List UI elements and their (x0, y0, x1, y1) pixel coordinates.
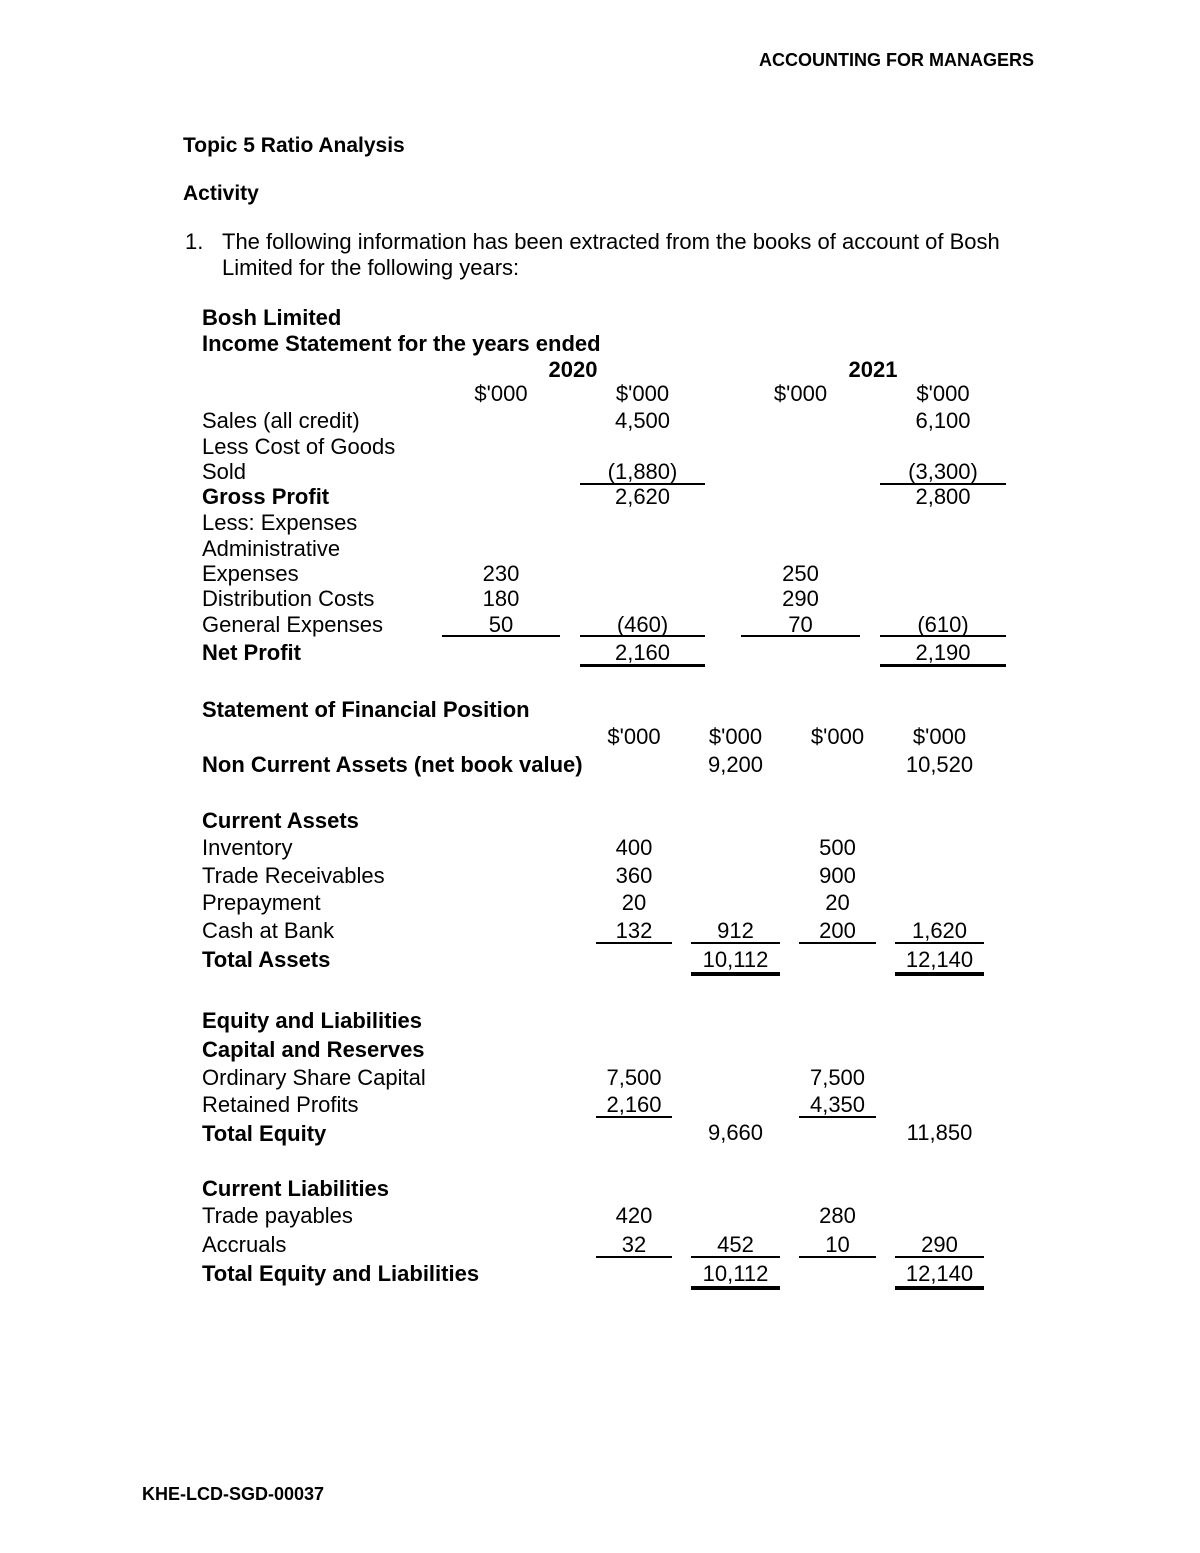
value-net-profit-2021: 2,190 (915, 640, 971, 665)
value-current-liabilities-2020: 452 (717, 1232, 754, 1257)
value-payables-2021: 280 (819, 1203, 856, 1228)
value-share-capital-2020: 7,500 (606, 1065, 662, 1090)
value-total-expenses-2020: (460) (616, 612, 669, 637)
value-prepayment-2020: 20 (621, 890, 647, 915)
row-label-general: General Expenses (202, 612, 383, 637)
value-sales-2021: 6,100 (915, 408, 971, 433)
value-gross-profit-2021: 2,800 (915, 484, 971, 509)
unit-header: $'000 (773, 381, 828, 406)
row-label-receivables: Trade Receivables (202, 863, 385, 888)
row-label-sales: Sales (all credit) (202, 408, 360, 433)
value-net-profit-2020: 2,160 (614, 640, 671, 665)
row-label-gross-profit: Gross Profit (202, 484, 330, 509)
unit-header: $'000 (916, 381, 970, 406)
row-label-inventory: Inventory (202, 835, 293, 860)
row-label-share-capital: Ordinary Share Capital (202, 1065, 426, 1090)
unit-header: $'000 (810, 724, 865, 749)
value-nca-2020: 9,200 (707, 752, 764, 777)
underline (799, 942, 876, 944)
income-statement-title: Income Statement for the years ended (202, 331, 601, 356)
row-label-total-equity: Total Equity (202, 1121, 327, 1146)
underline (442, 635, 560, 637)
underline (580, 635, 705, 637)
row-label-non-current-assets: Non Current Assets (net book value) (202, 752, 583, 777)
value-distribution-2021: 290 (782, 586, 819, 611)
unit-header: $'000 (474, 381, 528, 406)
value-gross-profit-2020: 2,620 (614, 484, 671, 509)
double-underline (580, 664, 705, 667)
value-accruals-2021: 10 (825, 1232, 850, 1257)
underline (691, 1256, 780, 1258)
value-distribution-2020: 180 (482, 586, 520, 611)
value-receivables-2020: 360 (615, 863, 653, 888)
value-inventory-2020: 400 (615, 835, 653, 860)
row-label-capital-reserves: Capital and Reserves (202, 1037, 425, 1062)
value-sales-2020: 4,500 (614, 408, 671, 433)
sofp-title: Statement of Financial Position (202, 697, 530, 722)
row-label-total-equity-liabilities: Total Equity and Liabilities (202, 1261, 480, 1286)
double-underline (895, 972, 984, 976)
row-label-cogs-cont: Sold (202, 459, 247, 484)
double-underline (691, 972, 780, 976)
value-retained-2021: 4,350 (809, 1092, 866, 1117)
underline (596, 1116, 672, 1118)
row-label-trade-payables: Trade payables (202, 1203, 353, 1228)
row-label-administrative-cont: Expenses (202, 561, 299, 586)
topic-title: Topic 5 Ratio Analysis (183, 134, 405, 157)
value-total-equity-2021: 11,850 (906, 1120, 973, 1145)
row-label-equity-liabilities: Equity and Liabilities (202, 1008, 423, 1033)
row-label-distribution: Distribution Costs (202, 586, 375, 611)
value-total-assets-2020: 10,112 (702, 947, 769, 972)
value-general-2021: 70 (788, 612, 813, 637)
document-code-footer: KHE-LCD-SGD-00037 (142, 1484, 325, 1504)
underline (799, 1116, 876, 1118)
unit-header: $'000 (607, 724, 661, 749)
year-2020-heading: 2020 (548, 357, 598, 382)
value-cash-2020: 132 (615, 918, 653, 943)
value-receivables-2021: 900 (819, 863, 856, 888)
value-prepayment-2021: 20 (825, 890, 850, 915)
value-admin-2020: 230 (482, 561, 520, 586)
underline (691, 942, 780, 944)
question-text-line2: Limited for the following years: (222, 255, 520, 280)
row-label-cogs: Less Cost of Goods (202, 434, 396, 459)
value-cogs-2020: (1,880) (607, 459, 678, 484)
underline (799, 1256, 876, 1258)
value-inventory-2021: 500 (819, 835, 856, 860)
value-payables-2020: 420 (615, 1203, 653, 1228)
value-total-eq-liab-2021: 12,140 (905, 1261, 974, 1286)
unit-header: $'000 (912, 724, 967, 749)
value-total-eq-liab-2020: 10,112 (702, 1261, 769, 1286)
value-accruals-2020: 32 (621, 1232, 647, 1257)
value-total-equity-2020: 9,660 (707, 1120, 764, 1145)
value-admin-2021: 250 (782, 561, 819, 586)
double-underline (895, 1286, 984, 1290)
row-label-retained-profits: Retained Profits (202, 1092, 359, 1117)
value-total-expenses-2021: (610) (917, 612, 969, 637)
value-nca-2021: 10,520 (905, 752, 974, 777)
question-number: 1. (185, 229, 204, 254)
unit-header: $'000 (708, 724, 763, 749)
company-name: Bosh Limited (202, 305, 342, 330)
row-label-net-profit: Net Profit (202, 640, 301, 665)
value-share-capital-2021: 7,500 (809, 1065, 866, 1090)
row-label-less-expenses: Less: Expenses (202, 510, 358, 535)
underline (596, 1256, 672, 1258)
underline (596, 942, 672, 944)
year-2021-heading: 2021 (848, 357, 898, 382)
value-cash-2021: 200 (819, 918, 856, 943)
value-total-assets-2021: 12,140 (905, 947, 974, 972)
value-current-assets-2020: 912 (717, 918, 754, 943)
row-label-current-assets: Current Assets (202, 808, 359, 833)
row-label-accruals: Accruals (202, 1232, 287, 1257)
value-current-assets-2021: 1,620 (911, 918, 968, 943)
underline (895, 1256, 984, 1258)
underline (880, 635, 1006, 637)
value-retained-2020: 2,160 (606, 1092, 662, 1117)
value-current-liabilities-2021: 290 (921, 1232, 958, 1257)
double-underline (880, 664, 1006, 667)
value-cogs-2021: (3,300) (908, 459, 978, 484)
row-label-cash: Cash at Bank (202, 918, 335, 943)
unit-header: $'000 (615, 381, 670, 406)
row-label-administrative: Administrative (202, 536, 341, 561)
course-header: ACCOUNTING FOR MANAGERS (759, 50, 1034, 70)
row-label-total-assets: Total Assets (202, 947, 331, 972)
double-underline (691, 1286, 780, 1290)
question-text-line1: The following information has been extracted from the books of account of Bosh (222, 229, 1000, 254)
row-label-current-liabilities: Current Liabilities (202, 1176, 390, 1201)
underline (895, 942, 984, 944)
activity-heading: Activity (183, 182, 259, 205)
row-label-prepayment: Prepayment (202, 890, 321, 915)
underline (741, 635, 860, 637)
value-general-2020: 50 (488, 612, 514, 637)
